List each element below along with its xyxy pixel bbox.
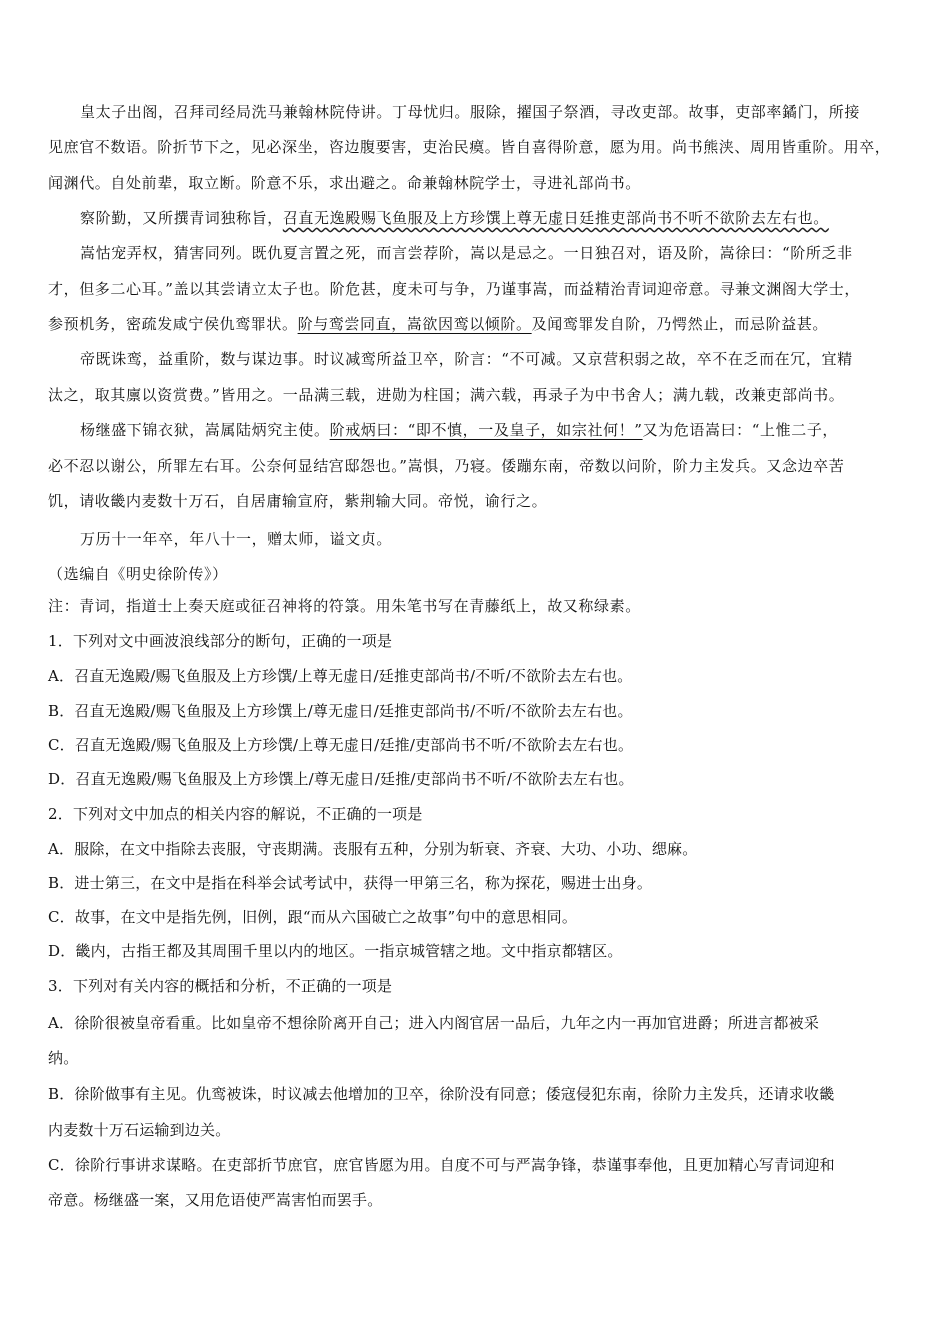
question-2-option-c: C．故事，在文中是指先例，旧例，跟“而从六国破亡之故事”句中的意思相同。 — [48, 908, 578, 926]
underlined-sentence-1: 阶与鸾尝同直，嵩欲因鸾以倾阶。 — [297, 315, 532, 333]
passage-p1-line1: 皇太子出阁，召拜司经局洗马兼翰林院侍讲。丁母忧归。服除，擢国子祭酒，寻改吏部。故事，吏部率鐍门，所接 — [80, 103, 861, 121]
question-3-option-a-line1: A．徐阶很被皇帝看重。比如皇帝不想徐阶离开自己；进入内阁官居一品后，九年之内一再加官进爵；所进言都被采 — [48, 1014, 820, 1032]
passage-p5-line1-post: 又为危语嵩曰：“上惟二子， — [642, 421, 839, 439]
question-1-option-b: B．召直无逸殿/赐飞鱼服及上方珍馔上/尊无虚日/廷推吏部尚书/不听/不欲阶去左右也。 — [48, 702, 633, 720]
question-3-option-a-line2: 纳。 — [48, 1049, 79, 1067]
passage-p3-line1: 嵩怙宠弄权，猜害同列。既仇夏言置之死，而言尝荐阶，嵩以是忌之。一日独召对，语及阶，嵩徐曰：“阶所乏非 — [80, 244, 853, 262]
passage-p4-line1: 帝既诛鸾，益重阶，数与谋边事。时议减鸾所益卫卒，阶言：“不可减。又京营积弱之故，卒不在乏而在冗，宜精 — [80, 350, 853, 368]
passage-p1-line2: 见庶官不数语。阶折节下之，见必深坐，咨边腹要害，吏治民瘼。皆自喜得阶意，愿为用。尚书熊浃、周用皆重阶。用卒， — [48, 138, 891, 156]
passage-p5-line1 — [80, 420, 908, 440]
question-1-stem: 1．下列对文中画波浪线部分的断句，正确的一项是 — [48, 632, 393, 650]
passage-p5-line1-pre: 杨继盛下锦衣狱，嵩属陆炳究主使。 — [80, 421, 330, 439]
passage-p6: 万历十一年卒，年八十一，赠太师，谥文贞。 — [80, 530, 393, 548]
passage-p3-line3 — [48, 314, 908, 334]
question-1-option-a: A．召直无逸殿/赐飞鱼服及上方珍馔/上尊无虚日/廷推吏部尚书/不听/不欲阶去左右也。 — [48, 667, 633, 685]
passage-p5-line2: 必不忍以谢公，所罪左右耳。公奈何显结宫邸怨也。”嵩惧，乃寝。倭蹦东南，帝数以问阶，阶力主发兵。又念边卒苦 — [48, 457, 845, 475]
passage-p3-line3-pre: 参预机务，密疏发咸宁侯仇鸾罪状。 — [48, 315, 298, 333]
wavy-underlined-sentence: 召直无逸殿赐飞鱼服及上方珍馔上尊无虚日廷推吏部尚书不听不欲阶去左右也。 — [282, 209, 829, 227]
passage-p2-line1 — [80, 208, 908, 228]
question-3-stem: 3．下列对有关内容的概括和分析，不正确的一项是 — [48, 977, 393, 995]
question-2-option-d: D．畿内，古指王都及其周围千里以内的地区。一指京城管辖之地。文中指京都辖区。 — [48, 942, 623, 960]
passage-p5-line3: 饥，请收畿内麦数十万石，自居庸输宣府，紫荆输大同。帝悦，谕行之。 — [48, 492, 548, 510]
passage-p3-line3-post: 及闻鸾罪发自阶，乃愕然止，而忌阶益甚。 — [531, 315, 829, 333]
question-3-option-b-line2: 内麦数十万石运输到边关。 — [48, 1121, 231, 1139]
question-3-option-c-line1: C．徐阶行事讲求谋略。在吏部折节庶官，庶官皆愿为用。自度不可与严嵩争锋，恭谨事奉他，且更加精心写青词迎和 — [48, 1156, 835, 1174]
question-3-option-b-line1: B．徐阶做事有主见。仇鸾被诛，时议减去他增加的卫卒，徐阶没有同意；倭寇侵犯东南，徐阶力主发兵，还请求收畿 — [48, 1085, 835, 1103]
question-2-option-a: A．服除，在文中指除去丧服，守丧期满。丧服有五种，分别为斩衰、齐衰、大功、小功、缌麻。 — [48, 840, 698, 858]
underlined-sentence-2: 阶戒炳曰：“即不慎，一及皇子，如宗社何！” — [329, 421, 643, 439]
passage-p4-line2: 汰之，取其廪以资赏费。”皆用之。一品满三载，进勋为柱国；满六载，再录子为中书舍人；满九载，改兼吏部尚书。 — [48, 386, 845, 404]
question-2-option-b: B．进士第三，在文中是指在科举会试考试中，获得一甲第三名，称为探花，赐进士出身。 — [48, 874, 653, 892]
question-2-stem: 2．下列对文中加点的相关内容的解说，不正确的一项是 — [48, 805, 423, 823]
passage-p2-pre: 察阶勤，又所撰青词独称旨， — [80, 209, 283, 227]
question-1-option-d: D．召直无逸殿/赐飞鱼服及上方珍馔上/尊无虚日/廷推/吏部尚书不听/不欲阶去左右也。 — [48, 770, 634, 788]
question-1-option-c: C．召直无逸殿/赐飞鱼服及上方珍馔/上尊无虚日/廷推/吏部尚书不听/不欲阶去左右也。 — [48, 736, 634, 754]
question-3-option-c-line2: 帝意。杨继盛一案，又用危语使严嵩害怕而罢手。 — [48, 1191, 383, 1209]
passage-source: （选编自《明史徐阶传》） — [48, 565, 228, 583]
passage-p1-line3: 闻渊代。自处前辈，取立断。阶意不乐，求出避之。命兼翰林院学士，寻进礼部尚书。 — [48, 174, 641, 192]
passage-p3-line2: 才，但多二心耳。”盖以其尝请立太子也。阶危甚，度未可与争，乃谨事嵩，而益精治青词迎帝意。寻兼文渊阁大学士， — [48, 280, 860, 298]
passage-note: 注：青词，指道士上奏天庭或征召神将的符箓。用朱笔书写在青藤纸上，故又称绿素。 — [48, 597, 641, 615]
